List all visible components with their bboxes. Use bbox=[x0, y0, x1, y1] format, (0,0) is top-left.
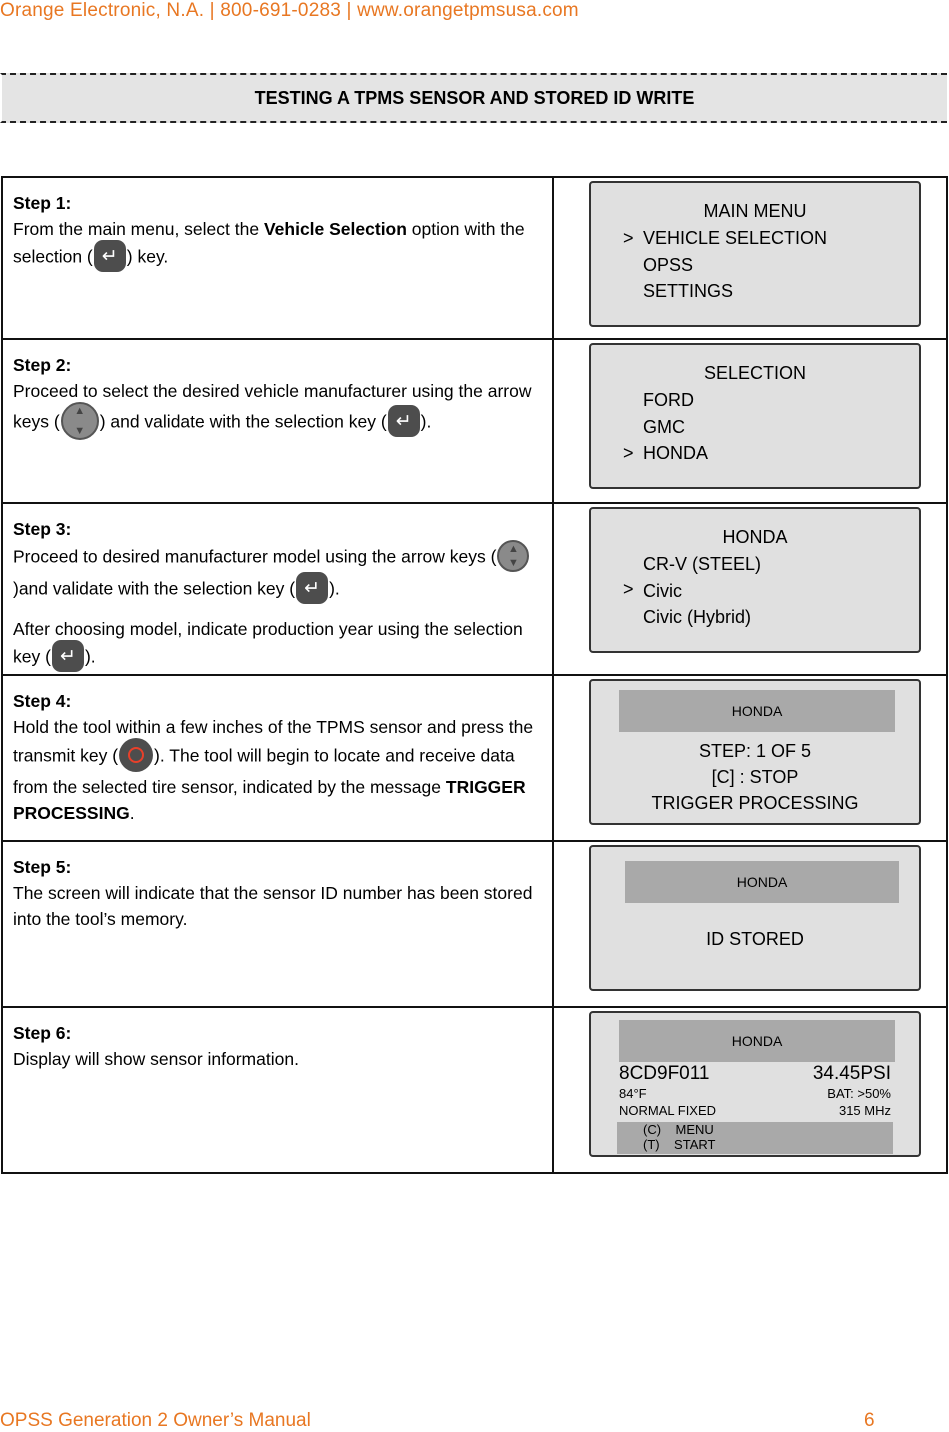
step-row bbox=[2, 503, 947, 675]
lcd-title: MAIN MENU bbox=[703, 201, 807, 221]
lcd-screen bbox=[589, 845, 921, 991]
lcd-screen bbox=[589, 507, 921, 653]
lcd-header-bar: HONDA bbox=[619, 1020, 895, 1062]
step-screen bbox=[553, 841, 947, 1007]
option-start: (T) START bbox=[643, 1137, 716, 1152]
lcd-header-bar: HONDA bbox=[625, 861, 899, 903]
cursor-icon: > bbox=[623, 443, 634, 463]
step-row bbox=[2, 841, 947, 1007]
menu-item: Civic (Hybrid) bbox=[643, 607, 751, 627]
step-row bbox=[2, 339, 947, 503]
step-row bbox=[2, 177, 947, 339]
arrow-keys-icon bbox=[497, 540, 529, 572]
step-screen bbox=[553, 177, 947, 339]
option-menu: (C) MENU bbox=[643, 1122, 714, 1137]
step-note: After choosing model, indicate production year using the selection key (↵ ). bbox=[13, 616, 542, 674]
section-title-text: TESTING A TPMS SENSOR AND STORED ID WRITE bbox=[254, 87, 695, 108]
footer-manual-title: OPSS Generation 2 Owner’s Manual bbox=[0, 1410, 311, 1431]
cursor-icon: > bbox=[623, 579, 634, 599]
lcd-header-bar: HONDA bbox=[619, 690, 895, 732]
step-text: Step 6: Display will show sensor information. bbox=[2, 1007, 553, 1173]
menu-item: OPSS bbox=[643, 255, 694, 275]
enter-key-icon bbox=[388, 405, 420, 437]
steps-table bbox=[1, 176, 948, 1174]
step-screen bbox=[553, 675, 947, 841]
menu-item: CR-V (STEEL) bbox=[643, 554, 762, 574]
menu-item: GMC bbox=[643, 417, 685, 437]
footer-page-number: 6 bbox=[864, 1410, 875, 1431]
lcd-line: ID STORED bbox=[706, 929, 804, 949]
step-text: Step 2: Proceed to select the desired vehicle manufacturer using the arrow keys (▲ ▼ ) and validate with the selection key (↵ ). bbox=[2, 339, 553, 503]
step-text: Step 4: Hold the tool within a few inches of the TPMS sensor and press the transmit key ( ). The tool will begin to locate and receive data from the selected tire sensor, indicated by the message TRIGGER PROCESSING. bbox=[2, 675, 553, 841]
step-screen bbox=[553, 339, 947, 503]
transmit-key-icon bbox=[119, 738, 153, 772]
step-label: Step 4: bbox=[13, 691, 72, 711]
step-row bbox=[2, 675, 947, 841]
step-label: Step 5: bbox=[13, 857, 72, 877]
menu-item: SETTINGS bbox=[643, 281, 734, 301]
step-label: Step 3: bbox=[13, 519, 72, 539]
enter-key-icon bbox=[52, 640, 84, 672]
enter-key-icon bbox=[296, 572, 328, 604]
lcd-line: STEP: 1 OF 5 bbox=[698, 741, 812, 761]
menu-item: VEHICLE SELECTION bbox=[643, 228, 828, 248]
lcd-screen bbox=[589, 181, 921, 327]
step-text: Step 5: The screen will indicate that the sensor ID number has been stored into the tool’s memory. bbox=[2, 841, 553, 1007]
arrow-keys-icon bbox=[61, 402, 99, 440]
sensor-pressure: 34.45PSI bbox=[812, 1063, 891, 1084]
step-label: Step 1: bbox=[13, 193, 72, 213]
step-label: Step 2: bbox=[13, 355, 72, 375]
lcd-screen bbox=[589, 1011, 921, 1157]
menu-item: Civic bbox=[643, 581, 682, 601]
step-text: Step 3: Proceed to desired manufacturer model using the arrow keys (▲ ▼)and validate with the selection key (↵ ). After choosing model, indicate production year using the selection key (↵ ). bbox=[2, 503, 553, 675]
menu-item: HONDA bbox=[643, 443, 709, 463]
section-title bbox=[0, 73, 947, 123]
step-screen bbox=[553, 1007, 947, 1173]
sensor-temperature: 84°F bbox=[619, 1086, 647, 1101]
lcd-line: [C] : STOP bbox=[711, 767, 799, 787]
lcd-screen bbox=[589, 679, 921, 825]
step-screen bbox=[553, 503, 947, 675]
lcd-title: HONDA bbox=[722, 527, 788, 547]
sensor-mode: NORMAL FIXED bbox=[619, 1103, 717, 1118]
options-bar bbox=[617, 1122, 893, 1154]
step-text: Step 1: From the main menu, select the Vehicle Selection option with the selection (↵ ) key. bbox=[2, 177, 553, 339]
lcd-title: SELECTION bbox=[703, 363, 807, 383]
enter-key-icon bbox=[94, 240, 126, 272]
step-label: Step 6: bbox=[13, 1023, 72, 1043]
page-header: Orange Electronic, N.A. | 800-691-0283 | www.orangetpmsusa.com bbox=[0, 0, 579, 21]
sensor-frequency: 315 MHz bbox=[838, 1103, 891, 1118]
cursor-icon: > bbox=[623, 228, 634, 248]
sensor-id: 8CD9F011 bbox=[619, 1063, 710, 1084]
menu-item: FORD bbox=[643, 390, 694, 410]
lcd-line: TRIGGER PROCESSING bbox=[651, 793, 859, 813]
sensor-battery: BAT: >50% bbox=[827, 1086, 891, 1101]
lcd-screen bbox=[589, 343, 921, 489]
step-row bbox=[2, 1007, 947, 1173]
